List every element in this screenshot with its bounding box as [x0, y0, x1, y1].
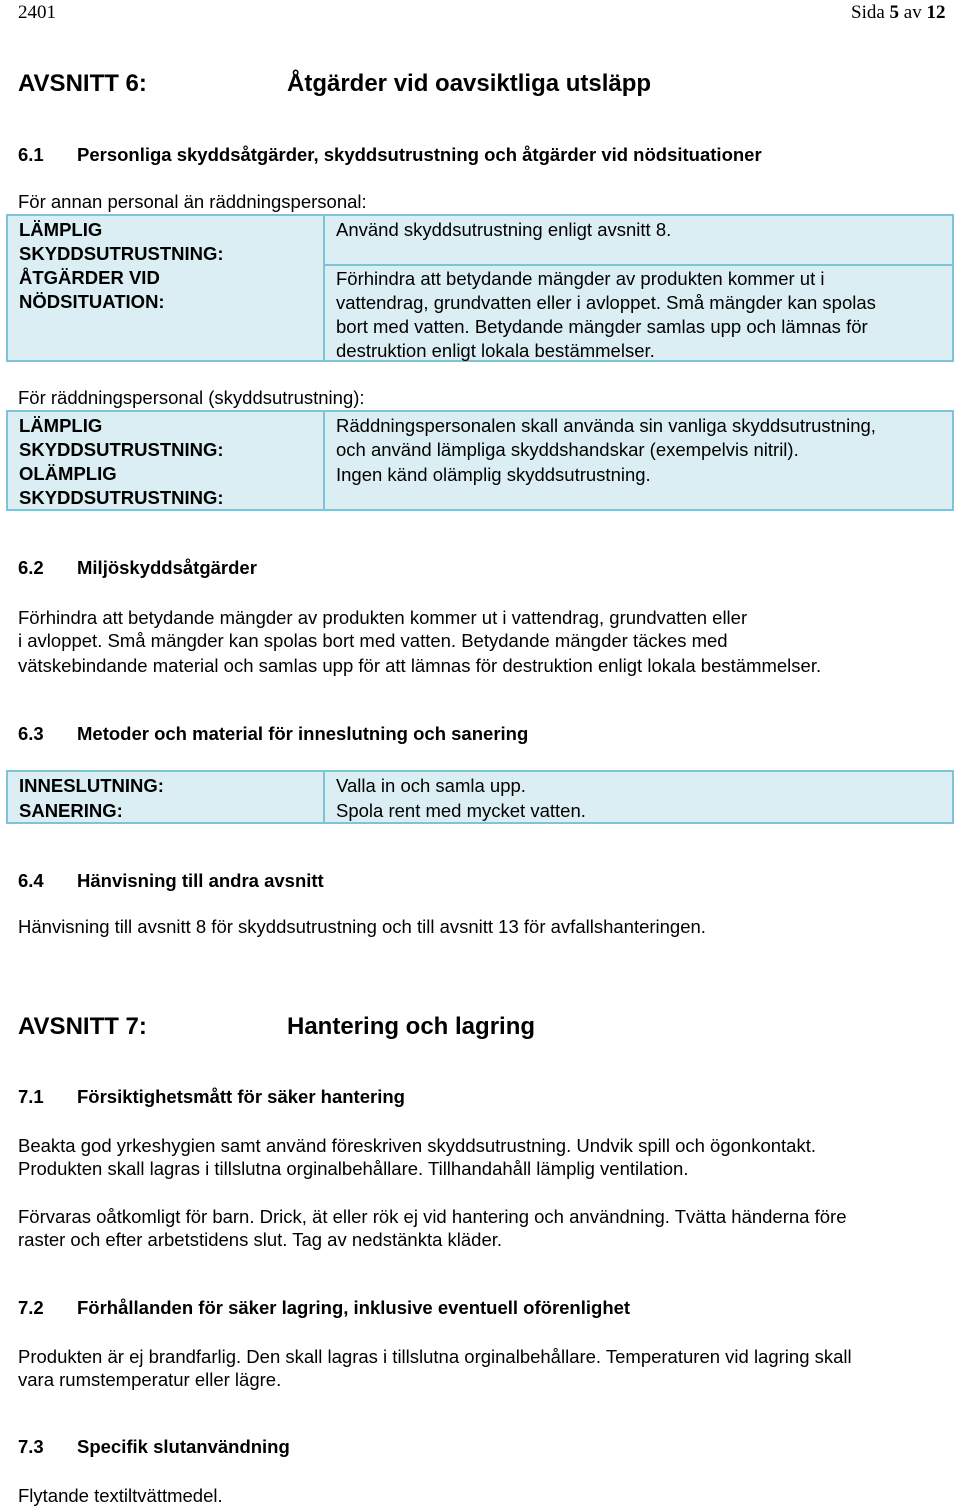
rescue-suitable-label: LÄMPLIG	[19, 415, 103, 436]
subsection-7-2-number: 7.2	[18, 1297, 44, 1318]
emergency-measures-value-line: bort med vatten. Betydande mängder samlas upp och lämnas för	[336, 316, 868, 337]
emergency-measures-value-line: Förhindra att betydande mängder av produkten kommer ut i	[336, 268, 825, 289]
section-7-title: Hantering och lagring	[287, 1013, 536, 1040]
environmental-text-line: i avloppet. Små mängder kan spolas bort med vatten. Betydande mängder täckes med	[18, 630, 728, 651]
rescue-personnel-intro: För räddningspersonal (skyddsutrustning):	[18, 387, 365, 408]
storage-text-line: vara rumstemperatur eller lägre.	[18, 1369, 282, 1390]
rescue-unsuitable-label-cont: SKYDDSUTRUSTNING:	[19, 487, 224, 508]
section-7-label: AVSNITT 7:	[18, 1013, 147, 1040]
environmental-text-line: Förhindra att betydande mängder av produkten kommer ut i vattendrag, grundvatten eller	[18, 607, 748, 628]
suitable-equipment-label-cont: SKYDDSUTRUSTNING:	[19, 243, 224, 264]
subsection-7-3-number: 7.3	[18, 1436, 44, 1457]
rescue-suitable-label-cont: SKYDDSUTRUSTNING:	[19, 439, 224, 460]
column-divider	[323, 772, 325, 822]
subsection-6-3-number: 6.3	[18, 723, 44, 744]
emergency-measures-value-line: vattendrag, grundvatten eller i avloppet. Små mängder kan spolas	[336, 292, 876, 313]
containment-table	[6, 770, 954, 824]
subsection-6-1-number: 6.1	[18, 144, 44, 165]
containment-value: Valla in och samla upp.	[336, 775, 526, 796]
cleanup-label: SANERING:	[19, 800, 123, 821]
page-of: av	[903, 2, 922, 23]
environmental-text-line: vätskebindande material och samlas upp för att lämnas för destruktion enligt lokala bestämmelser.	[18, 655, 822, 676]
rescue-unsuitable-label: OLÄMPLIG	[19, 463, 117, 484]
suitable-equipment-label: LÄMPLIG	[19, 219, 103, 240]
subsection-6-4-number: 6.4	[18, 870, 44, 891]
emergency-measures-label: ÅTGÄRDER VID	[19, 267, 160, 288]
subsection-7-1-title: Försiktighetsmått för säker hantering	[77, 1086, 405, 1107]
handling-text-line: raster och efter arbetstidens slut. Tag av nedstänkta kläder.	[18, 1229, 503, 1250]
column-divider	[323, 216, 325, 360]
storage-text-line: Produkten är ej brandfarlig. Den skall lagras i tillslutna orginalbehållare. Temperaturen vid lagring skall	[18, 1346, 852, 1367]
emergency-measures-value-line: destruktion enligt lokala bestämmelser.	[336, 340, 655, 361]
emergency-measures-label-cont: NÖDSITUATION:	[19, 291, 165, 312]
subsection-6-2-title: Miljöskyddsåtgärder	[77, 557, 257, 578]
handling-text-line: Förvaras oåtkomligt för barn. Drick, ät eller rök ej vid hantering och användning. Tvätta händerna före	[18, 1206, 847, 1227]
rescue-unsuitable-value: Ingen känd olämplig skyddsutrustning.	[336, 464, 651, 485]
subsection-7-3-title: Specifik slutanvändning	[77, 1436, 290, 1457]
handling-text-line: Beakta god yrkeshygien samt använd föreskriven skyddsutrustning. Undvik spill och ögonkontakt.	[18, 1135, 816, 1156]
rescue-suitable-value-line: och använd lämpliga skyddshandskar (exempelvis nitril).	[336, 439, 799, 460]
rescue-suitable-value-line: Räddningspersonalen skall använda sin vanliga skyddsutrustning,	[336, 415, 876, 436]
page-total: 12	[926, 2, 946, 23]
cleanup-value: Spola rent med mycket vatten.	[336, 800, 586, 821]
row-divider	[324, 264, 952, 266]
subsection-6-4-title: Hänvisning till andra avsnitt	[77, 870, 324, 891]
column-divider	[323, 412, 325, 509]
page-label: Sida	[851, 2, 885, 23]
rescue-personnel-table	[6, 410, 954, 511]
subsection-6-3-title: Metoder och material för inneslutning och sanering	[77, 723, 529, 744]
subsection-6-1-title: Personliga skyddsåtgärder, skyddsutrustning och åtgärder vid nödsituationer	[77, 144, 762, 165]
other-personnel-table	[6, 214, 954, 362]
other-personnel-intro: För annan personal än räddningspersonal:	[18, 191, 367, 212]
subsection-7-1-number: 7.1	[18, 1086, 44, 1107]
document-number: 2401	[18, 2, 56, 23]
page-current: 5	[889, 2, 900, 23]
subsection-7-2-title: Förhållanden för säker lagring, inklusive eventuell oförenlighet	[77, 1297, 631, 1318]
suitable-equipment-value: Använd skyddsutrustning enligt avsnitt 8.	[336, 219, 672, 240]
containment-label: INNESLUTNING:	[19, 775, 164, 796]
end-use-text: Flytande textiltvättmedel.	[18, 1485, 223, 1506]
page-indicator	[851, 2, 945, 24]
section-6-label: AVSNITT 6:	[18, 70, 147, 97]
subsection-6-2-number: 6.2	[18, 557, 44, 578]
section-6-title: Åtgärder vid oavsiktliga utsläpp	[287, 70, 652, 97]
handling-text-line: Produkten skall lagras i tillslutna orginalbehållare. Tillhandahåll lämplig ventilation.	[18, 1158, 689, 1179]
reference-text: Hänvisning till avsnitt 8 för skyddsutrustning och till avsnitt 13 för avfallshanteringen.	[18, 916, 706, 937]
